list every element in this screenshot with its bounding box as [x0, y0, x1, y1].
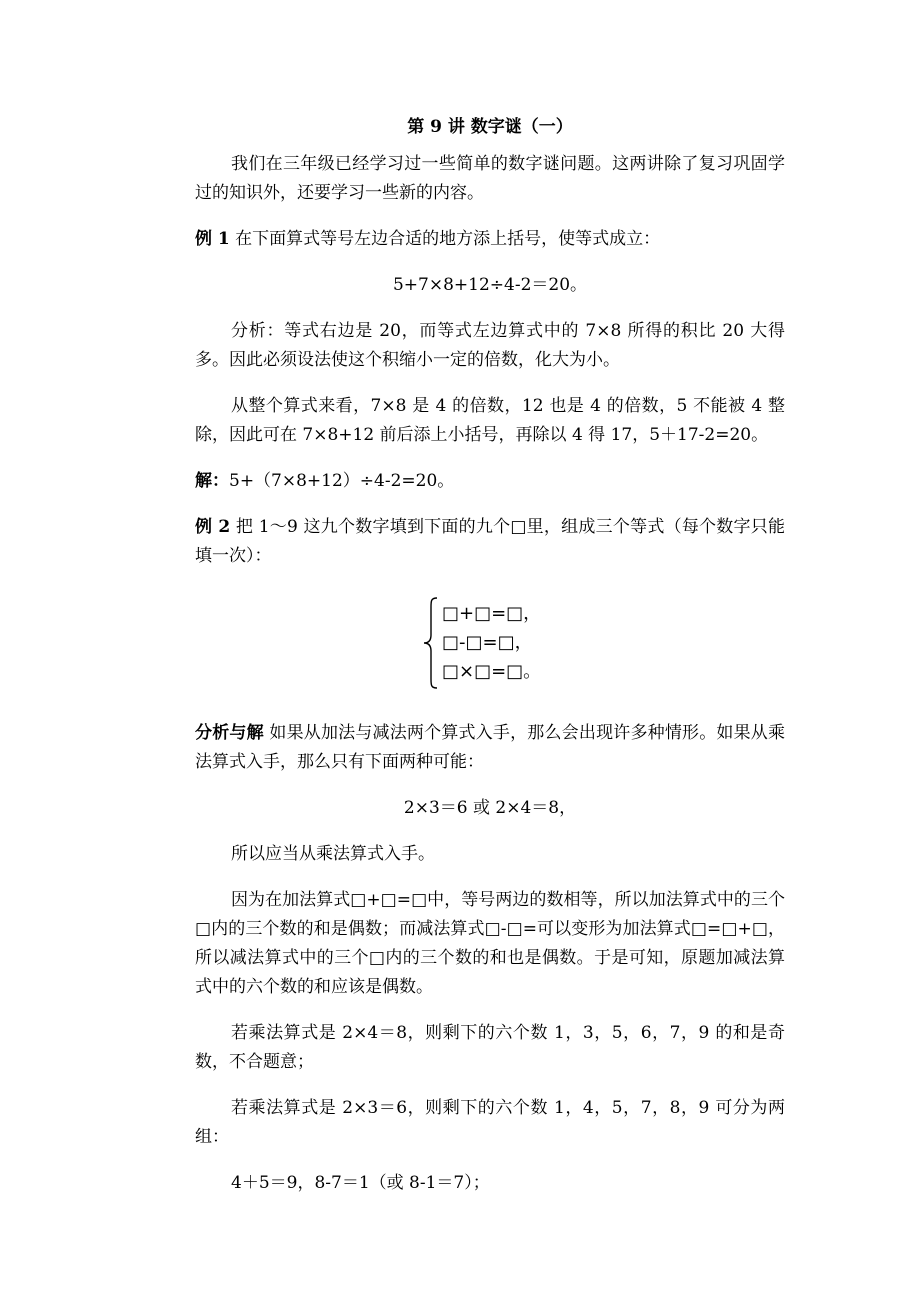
groups-paragraph: 4＋5＝9，8-7＝1（或 8-1＝7）；	[231, 1173, 490, 1193]
analysis-label: 分析与解	[195, 723, 264, 743]
conclusion-paragraph: 所以应当从乘法算式入手。	[231, 844, 435, 864]
example-1-prompt	[195, 225, 785, 254]
example-1-analysis-2: 从整个算式来看，7×8 是 4 的倍数，12 也是 4 的倍数，5 不能被 4 整除，因此可在 7×8+12 前后添上小括号，再除以 4 得 17，5＋17-2=20。	[195, 396, 785, 445]
equation-lines	[442, 599, 541, 686]
solution-text: 5+（7×8+12）÷4-2=20。	[229, 471, 455, 491]
example-2-prompt	[195, 513, 785, 571]
page-title: 第 9 讲 数字谜（一）	[407, 117, 573, 137]
analysis-text: 如果从加法与减法两个算式入手，那么会出现许多种情形。如果从乘法算式入手，那么只有下面两种可能：	[195, 723, 786, 772]
document-page	[195, 113, 785, 1215]
example-2-label: 例 2	[195, 517, 231, 537]
example-2-analysis	[195, 719, 785, 777]
equation-system	[195, 597, 785, 689]
case-1-paragraph: 若乘法算式是 2×4＝8，则剩下的六个数 1，3，5，6，7，9 的和是奇数，不合题意；	[195, 1023, 785, 1072]
example-1-analysis: 分析：等式右边是 20，而等式左边算式中的 7×8 所得的积比 20 大得多。因此必须设法使这个积缩小一定的倍数，化大为小。	[195, 321, 785, 370]
equation-addition: □+□=□，	[442, 603, 542, 624]
reasoning-paragraph: 因为在加法算式□+□=□中，等号两边的数相等，所以加法算式中的三个□内的三个数的和是偶数；而减法算式□-□=可以变形为加法算式□=□+□，所以减法算式中的三个□内的三个数的和也是偶数。于是可知，原题加减法算式中的六个数的和应该是偶数。	[195, 890, 785, 997]
example-1-text: 在下面算式等号左边合适的地方添上括号，使等式成立：	[229, 229, 661, 249]
equation-subtraction: □-□=□，	[442, 632, 533, 653]
example-1-equation: 5+7×8+12÷4-2＝20。	[392, 275, 588, 295]
case-2-paragraph: 若乘法算式是 2×3＝6，则剩下的六个数 1，4，5，7，8，9 可分为两组：	[195, 1098, 785, 1147]
possible-equations: 2×3＝6 或 2×4＝8，	[403, 798, 577, 818]
intro-paragraph: 我们在三年级已经学习过一些简单的数字谜问题。这两讲除了复习巩固学过的知识外，还要学习一些新的内容。	[195, 154, 785, 203]
left-brace-icon	[423, 597, 439, 689]
example-2-text: 把 1～9 这九个数字填到下面的九个□里，组成三个等式（每个数字只能填一次）：	[195, 517, 786, 566]
example-1-solution	[195, 467, 785, 496]
solution-label: 解：	[195, 471, 229, 491]
example-1-label: 例 1	[195, 229, 230, 249]
equation-multiplication: □×□=□。	[442, 661, 542, 682]
